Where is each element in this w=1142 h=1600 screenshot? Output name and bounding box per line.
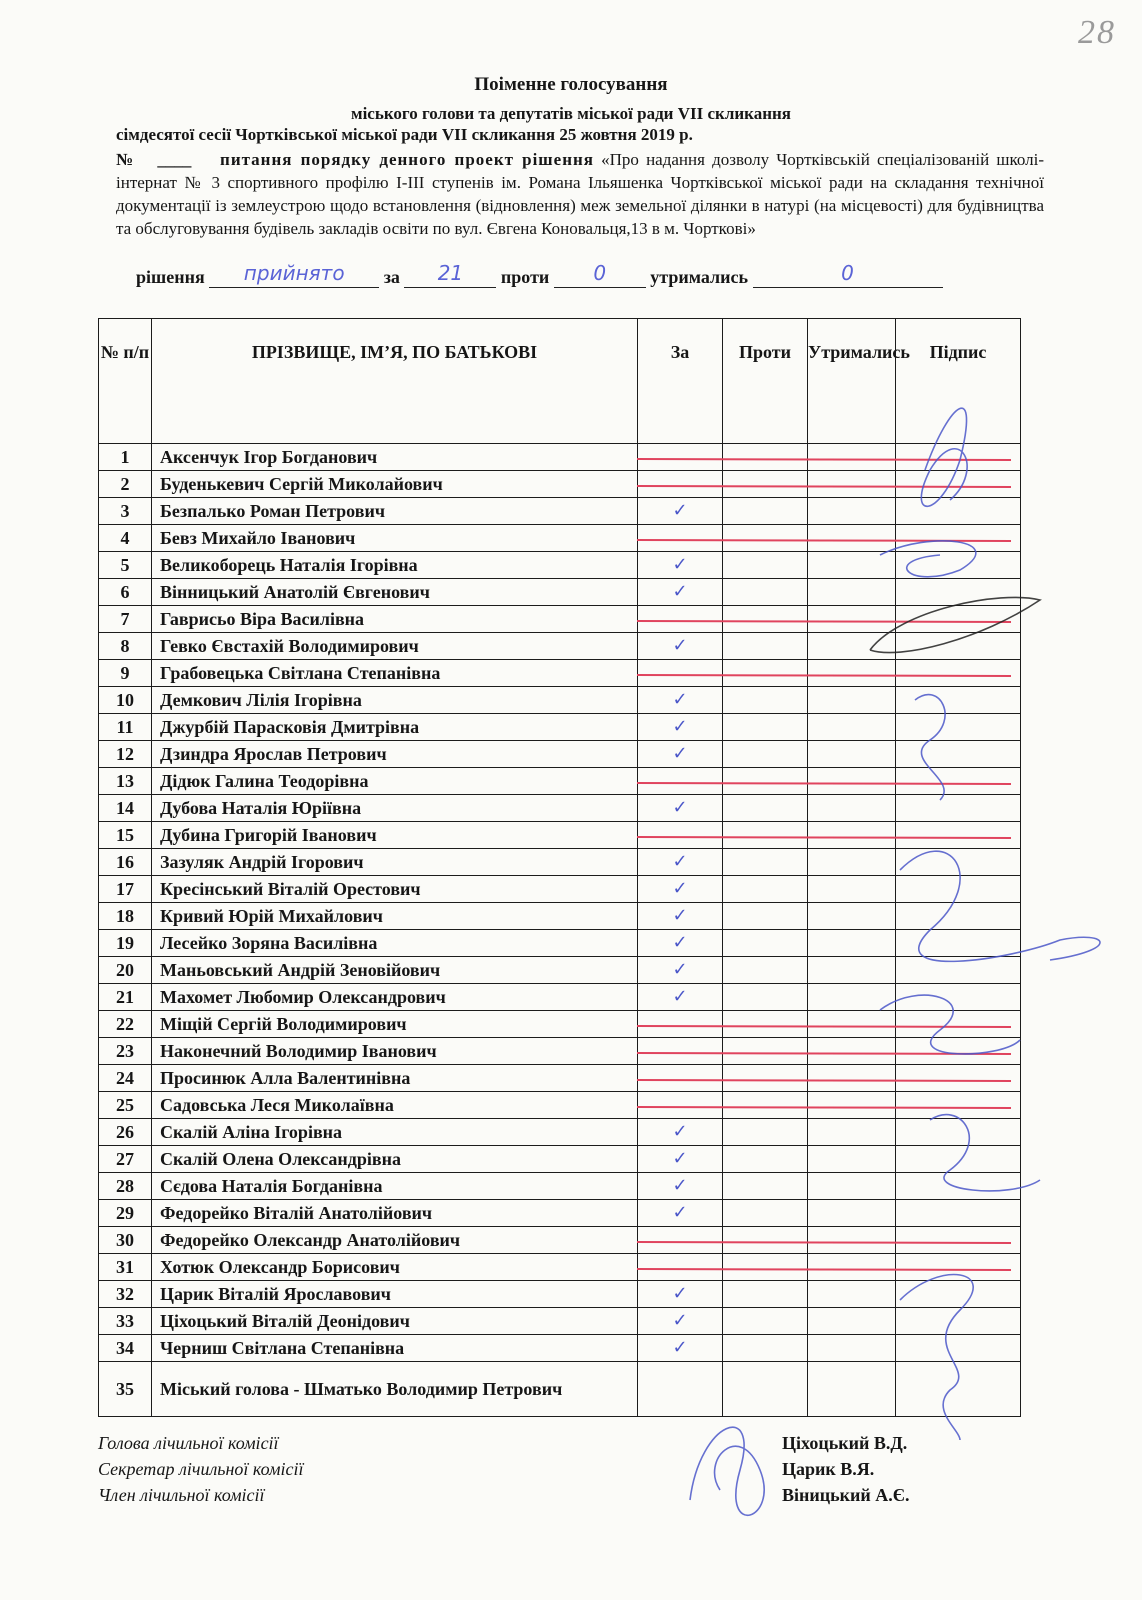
row-name: Маньовський Андрій Зеновійович: [152, 957, 638, 984]
row-vote-against: [723, 687, 808, 714]
row-name: Хотюк Олександр Борисович: [152, 1254, 638, 1281]
row-signature: [896, 606, 1021, 633]
row-number: 30: [99, 1227, 152, 1254]
row-vote-abstained: [808, 903, 896, 930]
row-number: 2: [99, 471, 152, 498]
row-signature: [896, 1200, 1021, 1227]
row-vote-against: [723, 1119, 808, 1146]
row-vote-against: [723, 660, 808, 687]
row-name: Аксенчук Ігор Богданович: [152, 444, 638, 471]
table-row: [99, 903, 1021, 930]
header-signature: Підпис: [896, 319, 1021, 444]
row-vote-abstained: [808, 1227, 896, 1254]
row-vote-against: [723, 930, 808, 957]
row-vote-abstained: [808, 444, 896, 471]
question-text: «Про надання дозволу Чортківській спеціалізованій школі-інтернат № 3 спортивного профілю І-ІІІ ступенів ім. Романа Ільяшенка Чортківської міської ради на складання технічної документації із землеустрою щодо встановлення (відновлення) меж земельної ділянки в натурі (на місцевості) для будівництва та обслуговування будівель закладів освіти по вул. Євгена Коновальця,13 в м. Чорткові»: [116, 150, 1045, 238]
row-vote-against: [723, 768, 808, 795]
table-row: [99, 1119, 1021, 1146]
row-name: Кресінський Віталій Орестович: [152, 876, 638, 903]
row-signature: [896, 1362, 1021, 1417]
row-number: 18: [99, 903, 152, 930]
row-vote-for: [638, 525, 723, 552]
row-signature: [896, 633, 1021, 660]
table-row: [99, 1065, 1021, 1092]
session-line: сімдесятої сесії Чортківської міської ради VII скликання 25 жовтня 2019 р.: [116, 125, 693, 144]
row-signature: [896, 822, 1021, 849]
row-vote-for: [638, 1227, 723, 1254]
table-row: [99, 1308, 1021, 1335]
row-name: Вінницький Анатолій Євгенович: [152, 579, 638, 606]
secretary-label: Секретар лічильної комісії: [98, 1459, 304, 1479]
table-row: [99, 714, 1021, 741]
row-name: Дідюк Галина Теодорівна: [152, 768, 638, 795]
table-row: [99, 1011, 1021, 1038]
row-number: 4: [99, 525, 152, 552]
row-vote-for: [638, 606, 723, 633]
table-row: [99, 606, 1021, 633]
row-number: 26: [99, 1119, 152, 1146]
row-signature: [896, 903, 1021, 930]
table-row: [99, 471, 1021, 498]
row-name: Джурбій Парасковія Дмитрівна: [152, 714, 638, 741]
row-vote-against: [723, 471, 808, 498]
vote-table: [98, 318, 1021, 1417]
row-number: 8: [99, 633, 152, 660]
row-number: 34: [99, 1335, 152, 1362]
row-signature: [896, 984, 1021, 1011]
row-vote-abstained: [808, 1362, 896, 1417]
row-number: 35: [99, 1362, 152, 1417]
row-name: Зазуляк Андрій Ігорович: [152, 849, 638, 876]
row-vote-abstained: [808, 1281, 896, 1308]
row-vote-abstained: [808, 768, 896, 795]
row-vote-against: [723, 1146, 808, 1173]
row-vote-for: [638, 1038, 723, 1065]
row-vote-for: ✓: [638, 579, 723, 606]
row-vote-abstained: [808, 795, 896, 822]
row-name: Лесейко Зоряна Василівна: [152, 930, 638, 957]
row-vote-abstained: [808, 1038, 896, 1065]
header-abstained: Утримались: [808, 319, 896, 444]
row-vote-against: [723, 1065, 808, 1092]
row-name: Наконечний Володимир Іванович: [152, 1038, 638, 1065]
against-label: проти: [500, 267, 550, 287]
row-vote-against: [723, 1011, 808, 1038]
row-vote-for: ✓: [638, 903, 723, 930]
abstained-label: утримались: [650, 267, 748, 287]
row-vote-for: ✓: [638, 1200, 723, 1227]
row-number: 33: [99, 1308, 152, 1335]
row-signature: [896, 444, 1021, 471]
row-signature: [896, 1065, 1021, 1092]
row-vote-against: [723, 1335, 808, 1362]
row-vote-for: ✓: [638, 1173, 723, 1200]
row-name: Бевз Михайло Іванович: [152, 525, 638, 552]
table-row: [99, 552, 1021, 579]
row-vote-for: ✓: [638, 876, 723, 903]
row-vote-for: [638, 1254, 723, 1281]
row-vote-against: [723, 1362, 808, 1417]
row-vote-for: [638, 822, 723, 849]
row-signature: [896, 768, 1021, 795]
row-vote-abstained: [808, 552, 896, 579]
row-signature: [896, 1011, 1021, 1038]
row-signature: [896, 1281, 1021, 1308]
row-vote-for: [638, 444, 723, 471]
table-row: [99, 498, 1021, 525]
row-signature: [896, 930, 1021, 957]
row-number: 17: [99, 876, 152, 903]
row-vote-against: [723, 1227, 808, 1254]
question-number-label: №: [116, 150, 136, 169]
row-signature: [896, 525, 1021, 552]
row-name: Царик Віталій Ярославович: [152, 1281, 638, 1308]
table-row: [99, 687, 1021, 714]
row-name: Міський голова - Шматько Володимир Петрович: [152, 1362, 638, 1417]
row-vote-for: ✓: [638, 957, 723, 984]
table-row: [99, 849, 1021, 876]
row-vote-against: [723, 957, 808, 984]
header-name: ПРІЗВИЩЕ, ІМ’Я, ПО БАТЬКОВІ: [152, 319, 638, 444]
row-vote-against: [723, 795, 808, 822]
decision-line: [136, 261, 943, 288]
row-number: 16: [99, 849, 152, 876]
row-name: Скалій Олена Олександрівна: [152, 1146, 638, 1173]
row-number: 15: [99, 822, 152, 849]
row-vote-abstained: [808, 741, 896, 768]
row-vote-abstained: [808, 1146, 896, 1173]
table-row: [99, 444, 1021, 471]
row-vote-for: ✓: [638, 795, 723, 822]
row-vote-for: ✓: [638, 1281, 723, 1308]
decision-value: прийнято: [243, 261, 345, 285]
row-signature: [896, 714, 1021, 741]
row-number: 10: [99, 687, 152, 714]
row-name: Махомет Любомир Олександрович: [152, 984, 638, 1011]
row-vote-against: [723, 1092, 808, 1119]
row-signature: [896, 957, 1021, 984]
row-signature: [896, 849, 1021, 876]
row-number: 28: [99, 1173, 152, 1200]
table-row: [99, 930, 1021, 957]
row-name: Міщій Сергій Володимирович: [152, 1011, 638, 1038]
row-number: 24: [99, 1065, 152, 1092]
row-vote-for: ✓: [638, 984, 723, 1011]
row-name: Грабовецька Світлана Степанівна: [152, 660, 638, 687]
row-signature: [896, 1092, 1021, 1119]
row-vote-abstained: [808, 525, 896, 552]
decision-label: рішення: [136, 267, 205, 287]
row-name: Кривий Юрій Михайлович: [152, 903, 638, 930]
row-vote-for: ✓: [638, 849, 723, 876]
row-vote-against: [723, 1308, 808, 1335]
document-subtitle: міського голови та депутатів міської ради VII скликання: [351, 104, 791, 123]
row-name: Сєдова Наталія Богданівна: [152, 1173, 638, 1200]
row-vote-for: [638, 1011, 723, 1038]
row-vote-against: [723, 1038, 808, 1065]
table-row: [99, 741, 1021, 768]
row-signature: [896, 579, 1021, 606]
row-vote-against: [723, 525, 808, 552]
row-number: 31: [99, 1254, 152, 1281]
row-number: 7: [99, 606, 152, 633]
row-vote-abstained: [808, 606, 896, 633]
row-vote-abstained: [808, 984, 896, 1011]
row-number: 9: [99, 660, 152, 687]
row-vote-against: [723, 741, 808, 768]
row-vote-abstained: [808, 1092, 896, 1119]
row-vote-abstained: [808, 849, 896, 876]
row-vote-abstained: [808, 1308, 896, 1335]
row-name: Демкович Лілія Ігорівна: [152, 687, 638, 714]
table-row: [99, 1335, 1021, 1362]
row-vote-against: [723, 903, 808, 930]
row-vote-for: ✓: [638, 633, 723, 660]
row-vote-abstained: [808, 1335, 896, 1362]
table-row: [99, 525, 1021, 552]
row-vote-for: ✓: [638, 930, 723, 957]
row-vote-abstained: [808, 1065, 896, 1092]
row-vote-against: [723, 1281, 808, 1308]
row-vote-abstained: [808, 822, 896, 849]
row-vote-for: ✓: [638, 498, 723, 525]
row-signature: [896, 660, 1021, 687]
row-vote-abstained: [808, 876, 896, 903]
row-signature: [896, 1227, 1021, 1254]
row-number: 25: [99, 1092, 152, 1119]
commission-names: [782, 1430, 909, 1508]
row-signature: [896, 498, 1021, 525]
row-vote-for: [638, 660, 723, 687]
row-vote-against: [723, 498, 808, 525]
table-row: [99, 768, 1021, 795]
table-row: [99, 660, 1021, 687]
row-name: Ціхоцький Віталій Деонідович: [152, 1308, 638, 1335]
row-signature: [896, 1038, 1021, 1065]
row-number: 32: [99, 1281, 152, 1308]
row-vote-against: [723, 552, 808, 579]
row-vote-against: [723, 633, 808, 660]
table-row: [99, 1092, 1021, 1119]
secretary-name: Царик В.Я.: [782, 1459, 875, 1479]
row-vote-abstained: [808, 579, 896, 606]
question-label: питання порядку денного проект рішення: [220, 150, 594, 169]
table-row: [99, 1173, 1021, 1200]
row-name: Гевко Євстахій Володимирович: [152, 633, 638, 660]
row-vote-for: ✓: [638, 714, 723, 741]
row-number: 22: [99, 1011, 152, 1038]
signature-scribble: [690, 1427, 764, 1515]
row-number: 13: [99, 768, 152, 795]
row-vote-abstained: [808, 471, 896, 498]
table-row: [99, 957, 1021, 984]
table-row: [99, 1146, 1021, 1173]
table-row: [99, 633, 1021, 660]
row-name: Гаврисьо Віра Василівна: [152, 606, 638, 633]
row-vote-abstained: [808, 687, 896, 714]
row-signature: [896, 1119, 1021, 1146]
table-row: [99, 1227, 1021, 1254]
row-vote-against: [723, 1254, 808, 1281]
row-vote-for: [638, 1092, 723, 1119]
row-name: Просинюк Алла Валентинівна: [152, 1065, 638, 1092]
table-row: [99, 579, 1021, 606]
row-signature: [896, 552, 1021, 579]
row-vote-for: ✓: [638, 741, 723, 768]
table-row: [99, 795, 1021, 822]
row-number: 6: [99, 579, 152, 606]
table-row: [99, 984, 1021, 1011]
table-row: [99, 1362, 1021, 1417]
row-number: 14: [99, 795, 152, 822]
row-vote-abstained: [808, 957, 896, 984]
row-signature: [896, 1146, 1021, 1173]
commission-labels: [98, 1430, 303, 1508]
row-vote-for: [638, 471, 723, 498]
table-row: [99, 876, 1021, 903]
row-vote-against: [723, 876, 808, 903]
row-name: Дубова Наталія Юріївна: [152, 795, 638, 822]
row-signature: [896, 1335, 1021, 1362]
table-row: [99, 1200, 1021, 1227]
for-label: за: [383, 267, 400, 287]
row-vote-abstained: [808, 930, 896, 957]
row-vote-abstained: [808, 660, 896, 687]
row-signature: [896, 795, 1021, 822]
row-number: 29: [99, 1200, 152, 1227]
row-vote-abstained: [808, 1173, 896, 1200]
row-vote-abstained: [808, 1254, 896, 1281]
row-number: 19: [99, 930, 152, 957]
row-vote-for: ✓: [638, 687, 723, 714]
row-number: 27: [99, 1146, 152, 1173]
row-signature: [896, 1308, 1021, 1335]
row-number: 5: [99, 552, 152, 579]
row-vote-for: ✓: [638, 1335, 723, 1362]
row-vote-for: [638, 1362, 723, 1417]
page-number: 28: [1078, 14, 1116, 51]
row-signature: [896, 1254, 1021, 1281]
row-signature: [896, 471, 1021, 498]
row-name: Скалій Аліна Ігорівна: [152, 1119, 638, 1146]
document-title: Поіменне голосування: [474, 74, 668, 95]
row-vote-for: [638, 1065, 723, 1092]
table-row: [99, 822, 1021, 849]
row-vote-abstained: [808, 633, 896, 660]
row-vote-against: [723, 1200, 808, 1227]
row-name: Черниш Світлана Степанівна: [152, 1335, 638, 1362]
member-name: Віницький А.Є.: [782, 1485, 910, 1505]
row-name: Федорейко Олександр Анатолійович: [152, 1227, 638, 1254]
row-name: Дубина Григорій Іванович: [152, 822, 638, 849]
row-vote-abstained: [808, 714, 896, 741]
row-vote-against: [723, 714, 808, 741]
row-vote-for: ✓: [638, 1308, 723, 1335]
row-number: 11: [99, 714, 152, 741]
row-vote-against: [723, 822, 808, 849]
table-row: [99, 1281, 1021, 1308]
row-signature: [896, 741, 1021, 768]
abstained-value: 0: [841, 261, 854, 285]
row-vote-against: [723, 606, 808, 633]
row-number: 20: [99, 957, 152, 984]
header-num: № п/п: [99, 319, 152, 444]
row-number: 3: [99, 498, 152, 525]
for-value: 21: [437, 261, 464, 285]
row-vote-abstained: [808, 1200, 896, 1227]
row-number: 1: [99, 444, 152, 471]
row-number: 23: [99, 1038, 152, 1065]
row-vote-against: [723, 849, 808, 876]
table-row: [99, 1254, 1021, 1281]
row-vote-for: [638, 768, 723, 795]
row-vote-abstained: [808, 1011, 896, 1038]
chair-label: Голова лічильної комісії: [98, 1433, 279, 1453]
row-name: Федорейко Віталій Анатолійович: [152, 1200, 638, 1227]
agenda-question: № ____ питання порядку денного проект рішення «Про надання дозволу Чортківській спеціалізованій школі-інтернат № 3 спортивного профілю І-ІІІ ступенів ім. Романа Ільяшенка Чортківської міської ради на складання технічної документації із землеустрою щодо встановлення (відновлення) меж земельної ділянки в натурі (на місцевості) для будівництва та обслуговування будівель закладів освіти по вул. Євгена Коновальця,13 в м. Чорткові»: [116, 150, 1045, 238]
row-vote-against: [723, 1173, 808, 1200]
header-for: За: [638, 319, 723, 444]
member-label: Член лічильної комісії: [98, 1485, 265, 1505]
row-name: Буденькевич Сергій Миколайович: [152, 471, 638, 498]
chair-name: Ціхоцький В.Д.: [782, 1433, 908, 1453]
against-value: 0: [593, 261, 607, 285]
table-row: [99, 1038, 1021, 1065]
row-vote-abstained: [808, 498, 896, 525]
row-name: Дзиндра Ярослав Петрович: [152, 741, 638, 768]
row-signature: [896, 1173, 1021, 1200]
row-vote-against: [723, 984, 808, 1011]
row-signature: [896, 876, 1021, 903]
row-name: Садовська Леся Миколаївна: [152, 1092, 638, 1119]
table-header-row: [99, 319, 1021, 444]
header-against: Проти: [723, 319, 808, 444]
row-signature: [896, 687, 1021, 714]
row-vote-against: [723, 579, 808, 606]
row-name: Безпалько Роман Петрович: [152, 498, 638, 525]
row-name: Великоборець Наталія Ігорівна: [152, 552, 638, 579]
row-vote-abstained: [808, 1119, 896, 1146]
row-vote-for: ✓: [638, 552, 723, 579]
row-number: 21: [99, 984, 152, 1011]
row-vote-against: [723, 444, 808, 471]
row-number: 12: [99, 741, 152, 768]
row-vote-for: ✓: [638, 1146, 723, 1173]
row-vote-for: ✓: [638, 1119, 723, 1146]
